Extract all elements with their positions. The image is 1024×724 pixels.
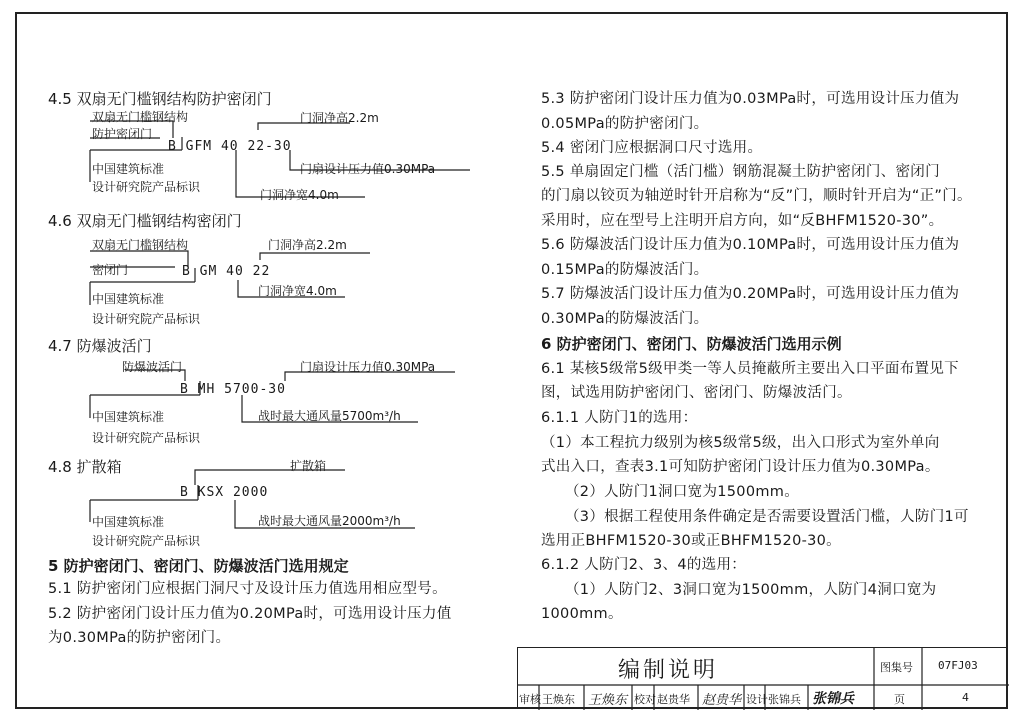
s46-model-code: B GM 40 22	[182, 264, 271, 279]
s48-diffuser-label: 扩散箱	[290, 459, 327, 473]
review-signature: 王焕东	[588, 693, 628, 708]
section-5-heading: 5 防护密闭门、密闭门、防爆波活门选用规定	[48, 557, 349, 575]
para-5-1: 5.1 防护密闭门应根据门洞尺寸及设计压力值选用相应型号。	[48, 581, 447, 597]
s45-label-2: 防护密闭门	[92, 127, 153, 141]
s48-model-code: B KSX 2000	[180, 485, 269, 500]
para-5-2-line-1: 5.2 防护密闭门设计压力值为0.20MPa时，可选用设计压力值	[48, 606, 452, 622]
s45-design-pressure: 门扇设计压力值0.30MPa	[300, 162, 436, 176]
s46-door-height: 门洞净高2.2m	[268, 238, 347, 252]
s46-door-width: 门洞净宽4.0m	[258, 284, 337, 298]
s45-door-width: 门洞净宽4.0m	[260, 188, 339, 202]
para-5-5-line-3: 采用时，应在型号上注明开启方向，如“反BHFM1520-30”。	[541, 213, 944, 229]
para-5-5-line-1: 5.5 单扇固定门槛（活门槛）钢筋混凝土防护密闭门、密闭门	[541, 164, 940, 180]
page-number: 4	[962, 691, 969, 704]
atlas-number: 07FJ03	[938, 659, 978, 672]
para-5-3-line-1: 5.3 防护密闭门设计压力值为0.03MPa时，可选用设计压力值为	[541, 91, 960, 107]
review-name: 王焕东	[542, 693, 575, 706]
design-label: 设计	[746, 693, 768, 706]
para-5-6-line-2: 0.15MPa的防爆波活门。	[541, 262, 709, 278]
s47-brand-1: 中国建筑标准	[92, 410, 165, 424]
para-5-7-line-1: 5.7 防爆波活门设计压力值为0.20MPa时，可选用设计压力值为	[541, 286, 960, 302]
section-4-7-heading: 4.7 防爆波活门	[48, 337, 152, 355]
para-6-1-2-item-1-line-1: （1）人防门2、3洞口宽为1500mm，人防门4洞口宽为	[565, 582, 937, 598]
section-4-8-heading: 4.8 扩散箱	[48, 458, 122, 476]
section-4-6-heading: 4.6 双扇无门槛钢结构密闭门	[48, 212, 242, 230]
page-label: 页	[894, 693, 905, 706]
s48-brand-1: 中国建筑标准	[92, 515, 165, 529]
s45-label-1: 双扇无门槛钢结构	[92, 110, 189, 124]
title-block	[517, 647, 1008, 709]
s45-door-height: 门洞净高2.2m	[300, 111, 379, 125]
check-name: 赵贵华	[657, 693, 690, 706]
drawing-title: 编制说明	[618, 658, 719, 683]
para-6-1-2-item-1-line-2: 1000mm。	[541, 606, 623, 622]
para-5-5-line-2: 的门扇以铰页为轴逆时针开启称为“反”门，顺时针开启为“正”门。	[541, 188, 972, 204]
para-6-1-1-item-3-line-2: 选用正BHFM1520-30或正BHFM1520-30。	[541, 533, 841, 549]
para-5-2-line-2: 为0.30MPa的防护密闭门。	[48, 630, 231, 646]
para-6-1-1-heading: 6.1.1 人防门1的选用：	[541, 410, 698, 426]
atlas-label: 图集号	[880, 661, 913, 674]
para-6-1-line-2: 图，试选用防护密闭门、密闭门、防爆波活门。	[541, 385, 852, 401]
para-6-1-2-heading: 6.1.2 人防门2、3、4的选用：	[541, 557, 747, 573]
review-label: 审核	[519, 693, 541, 706]
para-6-1-1-item-3-line-1: （3）根据工程使用条件确定是否需要设置活门槛，人防门1可	[565, 509, 969, 525]
para-6-1-1-item-1-line-1: （1）本工程抗力级别为核5级常5级，出入口形式为室外单向	[541, 435, 940, 451]
para-6-1-line-1: 6.1 某核5级常5级甲类一等人员掩蔽所主要出入口平面布置见下	[541, 361, 959, 377]
s45-brand-2: 设计研究院产品标识	[92, 180, 201, 194]
s47-design-pressure: 门扇设计压力值0.30MPa	[300, 360, 436, 374]
s45-brand-1: 中国建筑标准	[92, 162, 165, 176]
para-6-1-1-item-2: （2）人防门1洞口宽为1500mm。	[565, 484, 800, 500]
s47-airflow: 战时最大通风量5700m³/h	[258, 409, 401, 423]
para-5-7-line-2: 0.30MPa的防爆波活门。	[541, 311, 709, 327]
para-5-4: 5.4 密闭门应根据洞口尺寸选用。	[541, 140, 763, 156]
s48-airflow: 战时最大通风量2000m³/h	[258, 514, 401, 528]
para-5-6-line-1: 5.6 防爆波活门设计压力值为0.10MPa时，可选用设计压力值为	[541, 237, 960, 253]
check-label: 校对	[634, 693, 656, 706]
s45-model-code: B GFM 40 22-30	[168, 139, 292, 154]
s46-label-1: 双扇无门槛钢结构	[92, 238, 189, 252]
s47-label-1: 防爆波活门	[122, 360, 183, 374]
s46-label-2: 密闭门	[92, 263, 129, 277]
section-4-5-heading: 4.5 双扇无门槛钢结构防护密闭门	[48, 90, 272, 108]
s48-brand-2: 设计研究院产品标识	[92, 534, 201, 548]
check-signature: 赵贵华	[702, 693, 742, 708]
s46-brand-1: 中国建筑标准	[92, 292, 165, 306]
design-signature: 张锦兵	[812, 691, 854, 707]
design-name: 张锦兵	[768, 693, 801, 706]
para-5-3-line-2: 0.05MPa的防护密闭门。	[541, 116, 709, 132]
s47-brand-2: 设计研究院产品标识	[92, 431, 201, 445]
section-6-heading: 6 防护密闭门、密闭门、防爆波活门选用示例	[541, 335, 842, 353]
para-6-1-1-item-1-line-2: 式出入口，查表3.1可知防护密闭门设计压力值为0.30MPa。	[541, 459, 940, 475]
s46-brand-2: 设计研究院产品标识	[92, 312, 201, 326]
s47-model-code: B MH 5700-30	[180, 382, 286, 397]
